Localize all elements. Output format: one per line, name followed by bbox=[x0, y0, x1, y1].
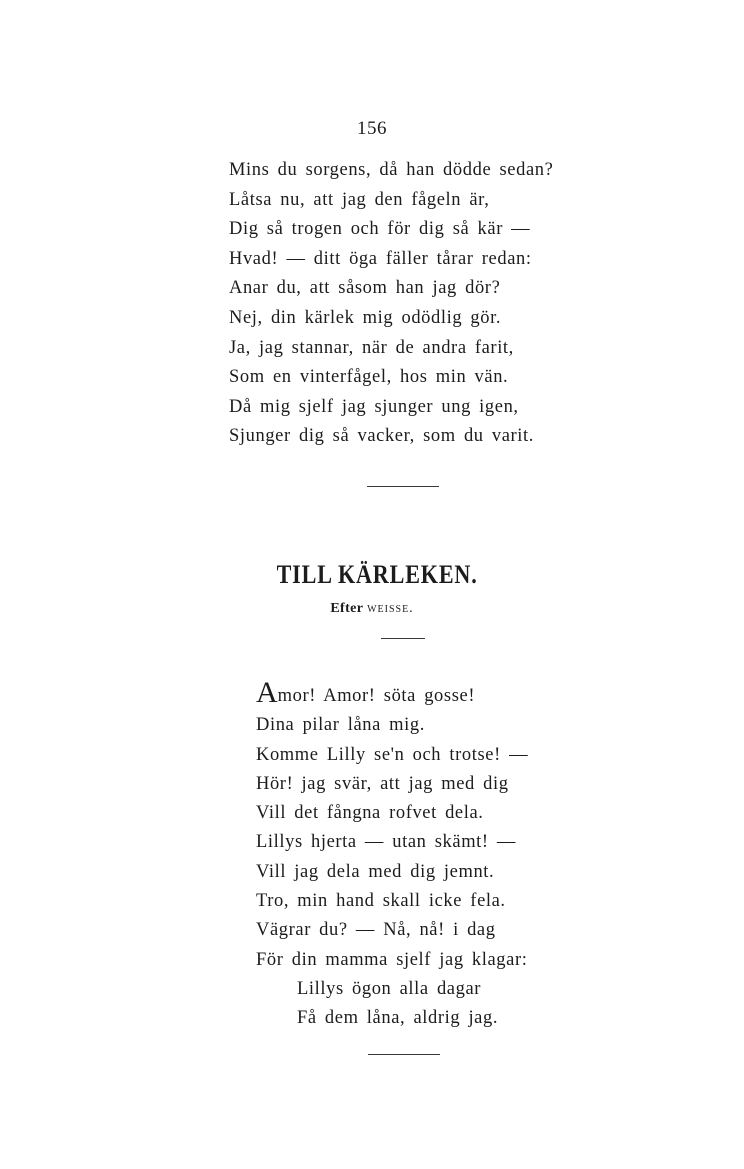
section-divider bbox=[367, 486, 439, 487]
verse-line: Då mig sjelf jag sjunger ung igen, bbox=[229, 396, 519, 417]
verse-line: För din mamma sjelf jag klagar: bbox=[256, 949, 528, 970]
verse-line: Komme Lilly se'n och trotse! — bbox=[256, 744, 529, 765]
verse-line-indented: Lillys ögon alla dagar bbox=[297, 978, 482, 999]
title-divider bbox=[381, 638, 425, 639]
poem-stanza bbox=[256, 676, 616, 1034]
page-number: 156 bbox=[357, 118, 387, 139]
verse-line: Dina pilar låna mig. bbox=[256, 715, 425, 736]
verse-line: Låtsa nu, att jag den fågeln är, bbox=[229, 189, 490, 210]
verse-line: Ja, jag stannar, när de andra farit, bbox=[229, 337, 514, 358]
verse-line: Anar du, att såsom han jag dör? bbox=[229, 278, 501, 299]
verse-line: Vill det fångna rofvet dela. bbox=[256, 803, 484, 824]
subtitle-author: weisse. bbox=[367, 601, 414, 616]
verse-line: Som en vinterfågel, hos min vän. bbox=[229, 367, 509, 388]
end-divider bbox=[368, 1054, 440, 1055]
verse-line-first bbox=[256, 676, 616, 711]
initial-letter: A bbox=[256, 676, 278, 709]
verse-line: Vägrar du? — Nå, nå! i dag bbox=[256, 920, 496, 941]
verse-line-indented: Få dem låna, aldrig jag. bbox=[297, 1008, 499, 1029]
poem-subtitle bbox=[0, 601, 744, 617]
verse-line: Dig så trogen och för dig så kär — bbox=[229, 219, 531, 240]
verse-line: Hör! jag svär, att jag med dig bbox=[256, 773, 509, 794]
verse-line: Lillys hjerta — utan skämt! — bbox=[256, 832, 517, 853]
first-line-text: mor! Amor! söta gosse! bbox=[277, 686, 476, 706]
verse-line: Hvad! — ditt öga fäller tårar redan: bbox=[229, 248, 532, 269]
verse-line: Tro, min hand skall icke fela. bbox=[256, 891, 506, 912]
poem-continued-stanza bbox=[229, 156, 589, 452]
poem-title: TILL KÄRLEKEN. bbox=[276, 560, 478, 589]
verse-line: Sjunger dig så vacker, som du varit. bbox=[229, 426, 534, 447]
verse-line: Vill jag dela med dig jemnt. bbox=[256, 861, 495, 882]
subtitle-prefix: Efter bbox=[330, 601, 364, 616]
verse-line: Mins du sorgens, då han dödde sedan? bbox=[229, 160, 554, 180]
verse-line: Nej, din kärlek mig odödlig gör. bbox=[229, 307, 502, 328]
